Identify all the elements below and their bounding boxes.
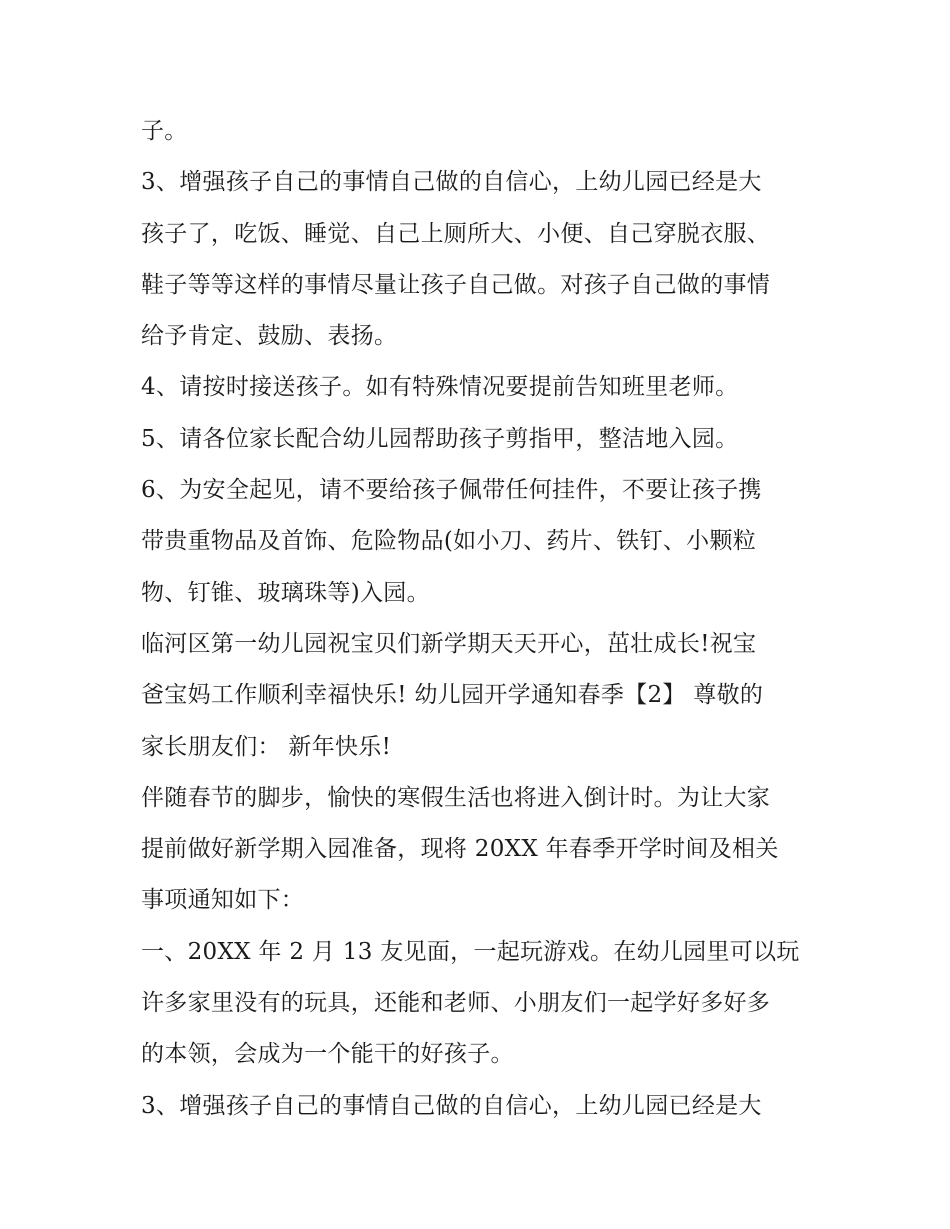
text-line: 爸宝妈工作顺利幸福快乐! 幼儿园开学通知春季【2】 尊敬的	[141, 682, 764, 709]
document-body	[141, 106, 821, 1132]
text-line: 提前做好新学期入园准备，现将 20XX 年春季开学时间及相关	[141, 836, 779, 863]
text-line: 一、20XX 年 2 月 13 友见面，一起玩游戏。在幼儿园里可以玩	[141, 938, 800, 965]
text-line: 事项通知如下：	[141, 887, 305, 914]
text-line: 的本领，会成为一个能干的好孩子。	[141, 1041, 514, 1068]
text-line: 5、请各位家长配合幼儿园帮助孩子剪指甲，整洁地入园。	[141, 425, 739, 452]
text-line: 3、增强孩子自己的事情自己做的自信心，上幼儿园已经是大	[141, 169, 762, 196]
text-line: 3、增强孩子自己的事情自己做的自信心，上幼儿园已经是大	[141, 1092, 762, 1119]
text-line: 给予肯定、鼓励、表扬。	[141, 323, 398, 350]
text-line: 家长朋友们： 新年快乐!	[141, 733, 392, 760]
text-line: 伴随春节的脚步，愉快的寒假生活也将进入倒计时。为让大家	[141, 784, 771, 811]
text-line: 孩子了，吃饭、睡觉、自己上厕所大、小便、自己穿脱衣服、	[141, 220, 771, 247]
text-line: 许多家里没有的玩具，还能和老师、小朋友们一起学好多好多	[141, 990, 771, 1017]
text-line: 临河区第一幼儿园祝宝贝们新学期天天开心，茁壮成长!祝宝	[141, 630, 757, 657]
text-line: 带贵重物品及首饰、危险物品(如小刀、药片、铁钉、小颗粒	[141, 528, 757, 555]
text-line: 物、钉锥、玻璃珠等)入园。	[141, 579, 430, 606]
text-line: 4、请按时接送孩子。如有特殊情况要提前告知班里老师。	[141, 374, 739, 401]
text-line: 子。	[141, 118, 188, 144]
text-line: 6、为安全起见，请不要给孩子佩带任何挂件，不要让孩子携	[141, 477, 762, 504]
text-line: 鞋子等等这样的事情尽量让孩子自己做。对孩子自己做的事情	[141, 271, 771, 298]
